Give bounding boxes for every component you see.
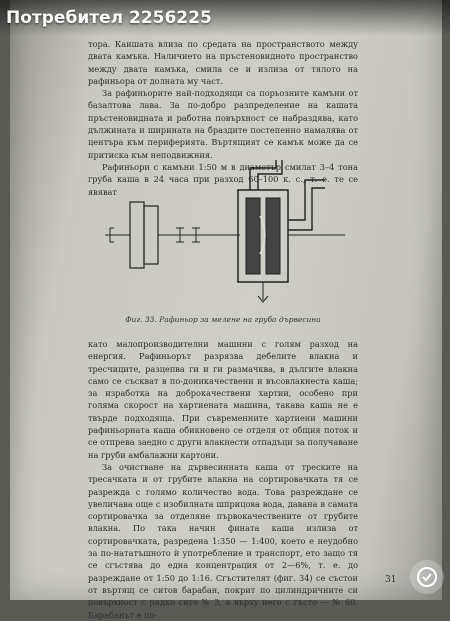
rotating-stone [246,198,260,274]
paragraph: За очистване на дървесинната каша от треските на тресачката и от грубите влакна на сортировачката тя се разрежда с голямо количество вода. Това разреждане се увеличава още с изобилната шприцова вода, давана в самата сортировачка за отделяне първокачествените от грубите влакна. По така начин фината каша излиза от сортировачката, разредена 1:350 — 1:400, което е неудобно за по-нататъшното ѝ употребление и транспорт, ето защо тя се сгъстява до една концентрация от 2—6%, т. е. до разреждане от 1:50 до 1:16. Сгъстителят (фиг. 34) се състои от въртящ се ситов барабан, покрит по цилиндричните си повърхност с рядко сито № 3, а върху него с гъсто — № 60. Барабанът е по- [88,461,358,620]
inlet-pipe [250,160,276,190]
left-disc [130,202,144,268]
outlet-pipe [288,180,325,220]
page-number: 31 [385,575,397,585]
logo-icon [416,566,438,588]
seller-username[interactable]: Потребител 2256225 [6,8,212,28]
paragraph: тора. Каишата влиза по средата на пространството между двата камъка. Наличието на пръстеновидното пространство между двата камъка, смила се и излиза от тялото на рафиньора от долната му част. [88,39,358,86]
paragraph: Рафиньори с камъни 1:50 м в диаметър смилат 3–4 тона груба каша в 24 часа при разход 60–100 к. с., т. е. те се явяват [88,161,358,197]
fixed-stone [266,198,280,274]
seller-banner [0,0,450,36]
gap [260,216,265,254]
bottom-text-block [88,338,358,621]
refiner-diagram [100,160,350,310]
figure-caption: Фиг. 33. Рафиньор за мелене на груба дървесина [125,315,321,324]
paragraph: като малопроизводителни машини с голям разход на енергия. Рафиньорът разрязва дебелите влакна и тресчиците, разцепва ги и ги размачква, в дългите влакна само се съскват в по-доникачествени и въсовлакнеста каша; за изработка на доброкачествени хартии, особено при голяма скорост на хартиената машина, такава каша не е твърде подходяща. При съвременните хартиени машини рафиньорната каша обикновено се отделя от общия поток и се отпрева заедно с други влакнести отпадъци за получаване на груби амбалажни картони. [88,339,358,460]
left-disc-inner [144,206,158,264]
paragraph: За рафиньорите най-подходящи са порьозните камъни от базалтова лава. За по-добро разпределение на кашата пръстеновидната и работна повърхност се набраздява, като дължината и ширината на браздите постепенно намалява от центъра към периферията. Въртящият се камък може да се притиска към неподвижния. [88,88,358,160]
marketplace-logo [410,560,444,594]
